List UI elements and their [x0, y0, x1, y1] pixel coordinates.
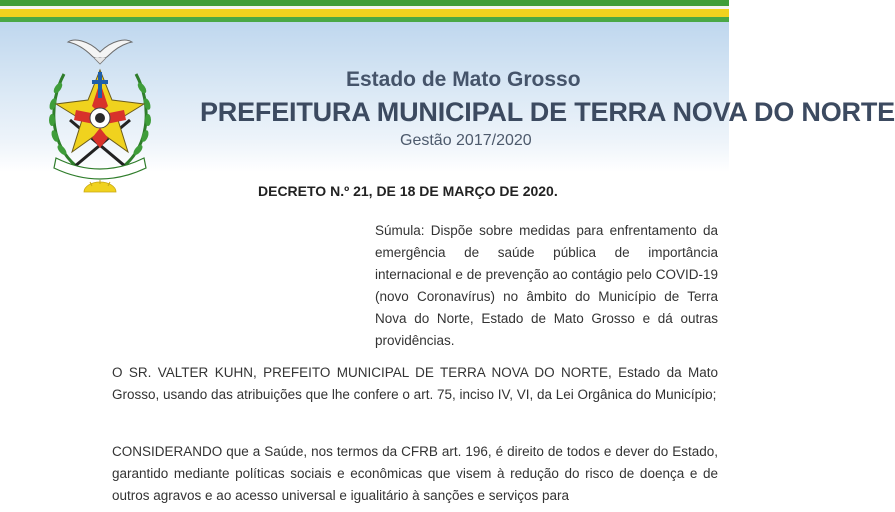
decree-title: DECRETO N.º 21, DE 18 DE MARÇO DE 2020. [258, 183, 558, 199]
top-flag-stripes [0, 0, 729, 24]
header-term: Gestão 2017/2020 [400, 132, 532, 149]
header-state: Estado de Mato Grosso [346, 68, 581, 91]
decree-paragraph-1: O SR. VALTER KUHN, PREFEITO MUNICIPAL DE TERRA NOVA DO NORTE, Estado da Mato Grosso, usando das atribuições que lhe confere o art. 75, inciso IV, VI, da Lei Orgânica do Município; [112, 365, 718, 402]
municipal-crest-icon [34, 34, 166, 192]
header-prefecture: PREFEITURA MUNICIPAL DE TERRA NOVA DO NORTE [200, 97, 895, 127]
stripe-yellow [0, 9, 729, 17]
decree-paragraph-2: CONSIDERANDO que a Saúde, nos termos da CFRB art. 196, é direito de todos e dever do Estado, garantido mediante políticas sociais e econômicas que visem à redução do risco de doença e de outros agravos e ao acesso universal e igualitário à sanções e serviços para [112, 444, 718, 503]
decree-summary: Súmula: Dispõe sobre medidas para enfrentamento da emergência de saúde pública de importância internacional e de prevenção ao contágio pelo COVID-19 (novo Coronavírus) no âmbito do Município de Terra Nova do Norte, Estado de Mato Grosso e dá outras providências. [375, 223, 718, 348]
